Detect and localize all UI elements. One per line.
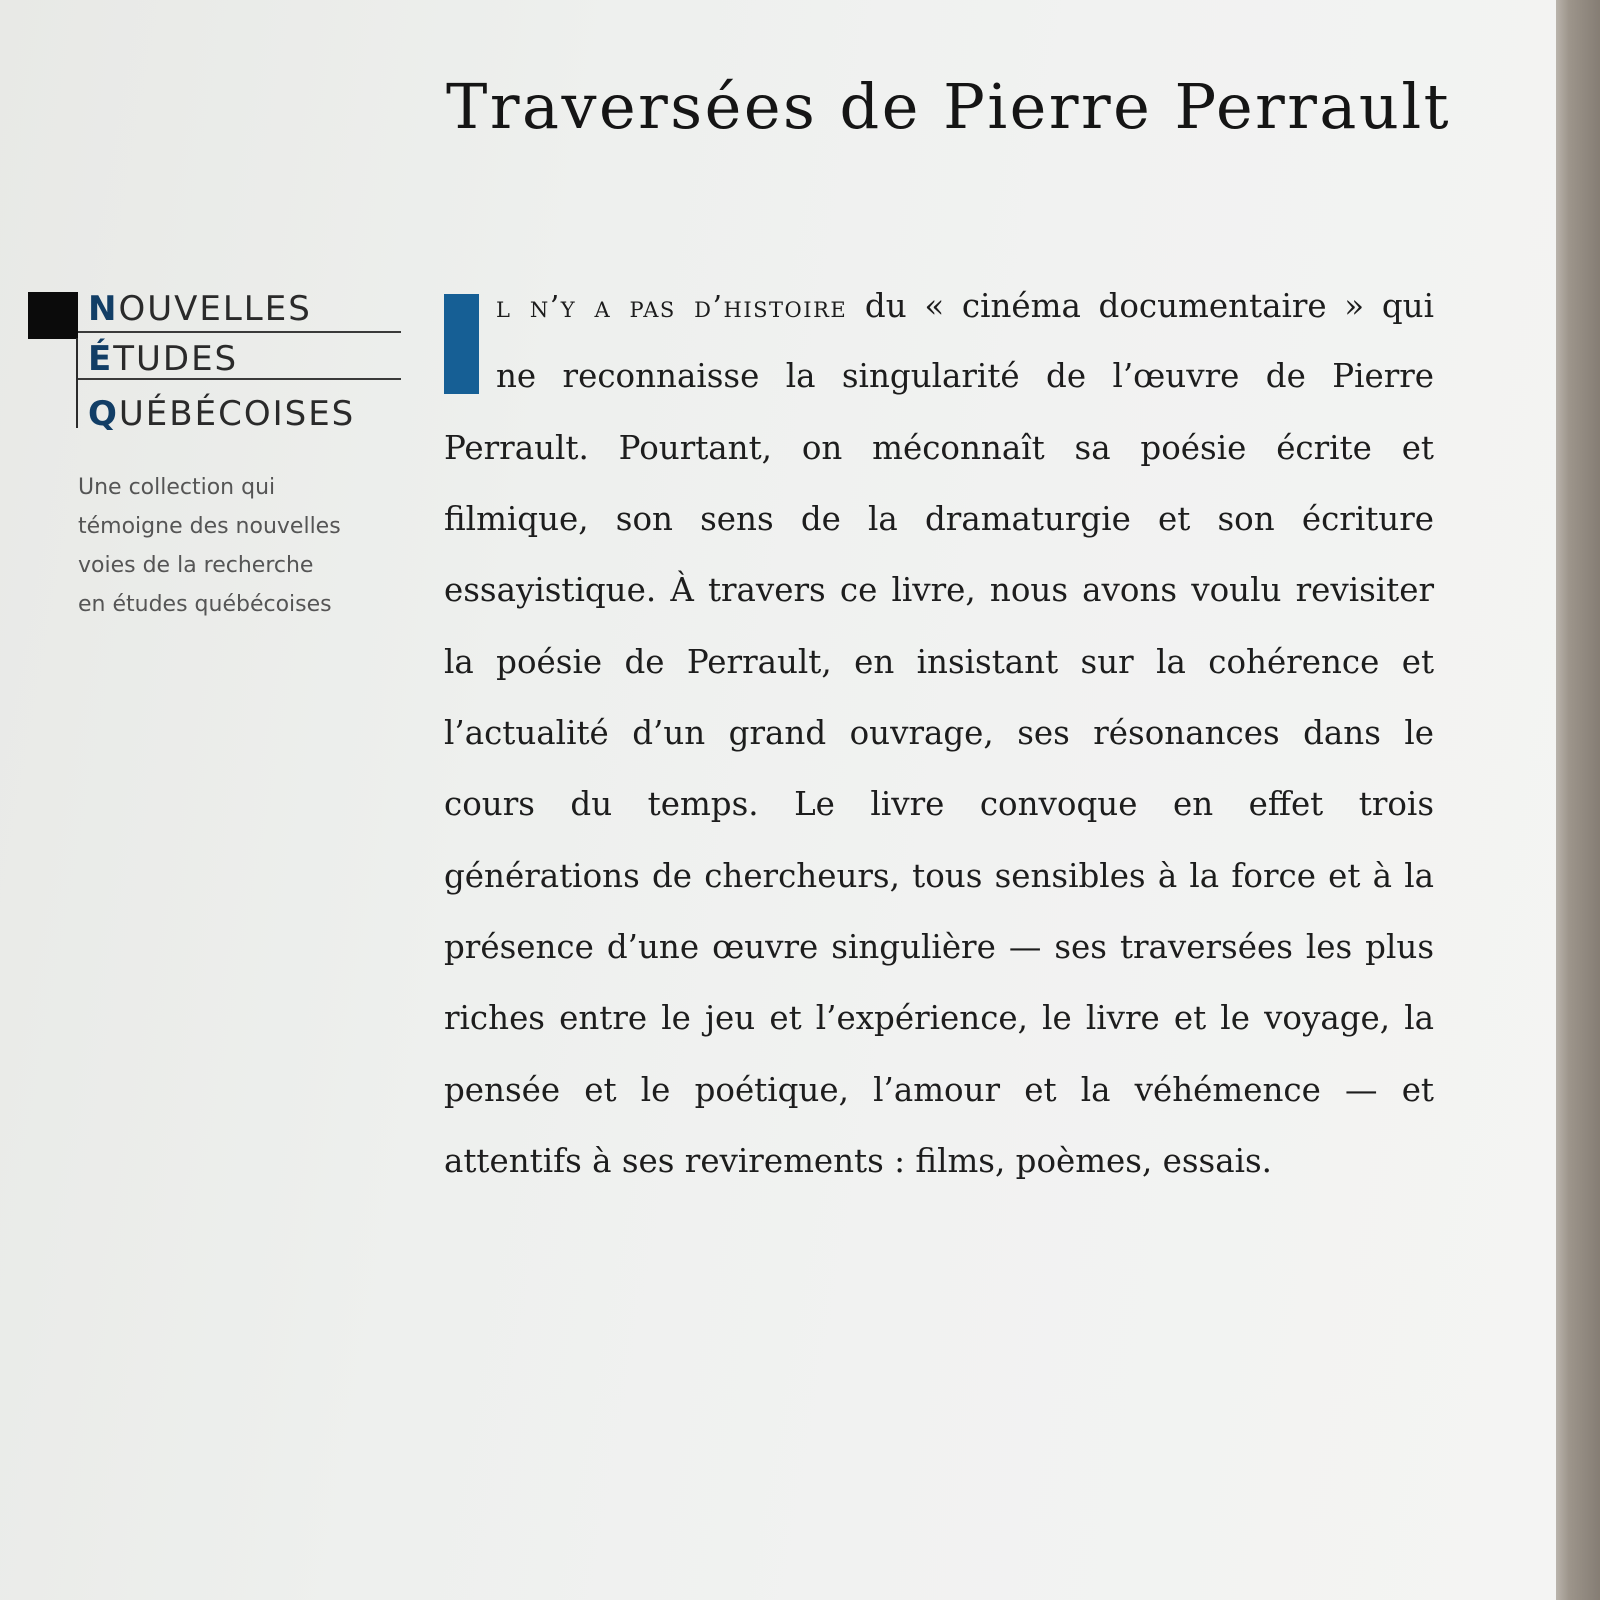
blurb-line: riches entre le jeu et l’expérience, le livre et le voyage, la [444, 999, 1434, 1037]
logo-rule-1 [78, 331, 401, 333]
series-word-nouvelles [88, 289, 312, 329]
series-description: Une collection qui témoigne des nouvelles voies de la recherche en études québécoises [78, 475, 341, 617]
blurb-lead-smallcaps: l n’y a pas d’histoire [496, 290, 848, 325]
series-initial: Q [88, 394, 119, 434]
blurb-line: présence d’une œuvre singulière — ses traversées les plus [444, 928, 1434, 966]
series-logo [28, 289, 378, 442]
blurb-line: pensée et le poétique, l’amour et la véhémence — et [444, 1071, 1434, 1109]
blurb-line: ne reconnaisse la singularité de l’œuvre de Pierre [496, 357, 1434, 395]
drop-cap-i [444, 294, 479, 394]
logo-vertical-rule [76, 338, 78, 428]
blurb-line: essayistique. À travers ce livre, nous avons voulu revisiter [444, 571, 1434, 609]
series-word-quebecoises [88, 394, 356, 434]
book-edge-shadow [1556, 0, 1600, 1600]
blurb-line: la poésie de Perrault, en insistant sur la cohérence et [444, 643, 1434, 681]
blurb-line: l n’y a pas d’histoire du « cinéma documentaire » qui [496, 287, 1434, 325]
blurb-line: Perrault. Pourtant, on méconnaît sa poésie écrite et [444, 429, 1434, 467]
series-word-etudes [88, 339, 239, 379]
book-title: Traversées de Pierre Perrault [446, 70, 1452, 143]
series-word-rest: OUVELLES [118, 289, 312, 329]
blurb-line: attentifs à ses revirements : films, poèmes, essais. [444, 1142, 1273, 1180]
blurb-line: générations de chercheurs, tous sensibles à la force et à la [444, 857, 1434, 895]
series-word-rest: TUDES [113, 339, 239, 379]
series-word-rest: UÉBÉCOISES [118, 394, 356, 434]
series-initial: N [88, 289, 119, 329]
logo-black-square [28, 292, 78, 339]
blurb-line: cours du temps. Le livre convoque en effet trois [444, 785, 1434, 823]
series-initial: É [88, 339, 114, 379]
blurb-line: l’actualité d’un grand ouvrage, ses résonances dans le [444, 714, 1434, 752]
blurb-line: filmique, son sens de la dramaturgie et son écriture [444, 500, 1434, 538]
